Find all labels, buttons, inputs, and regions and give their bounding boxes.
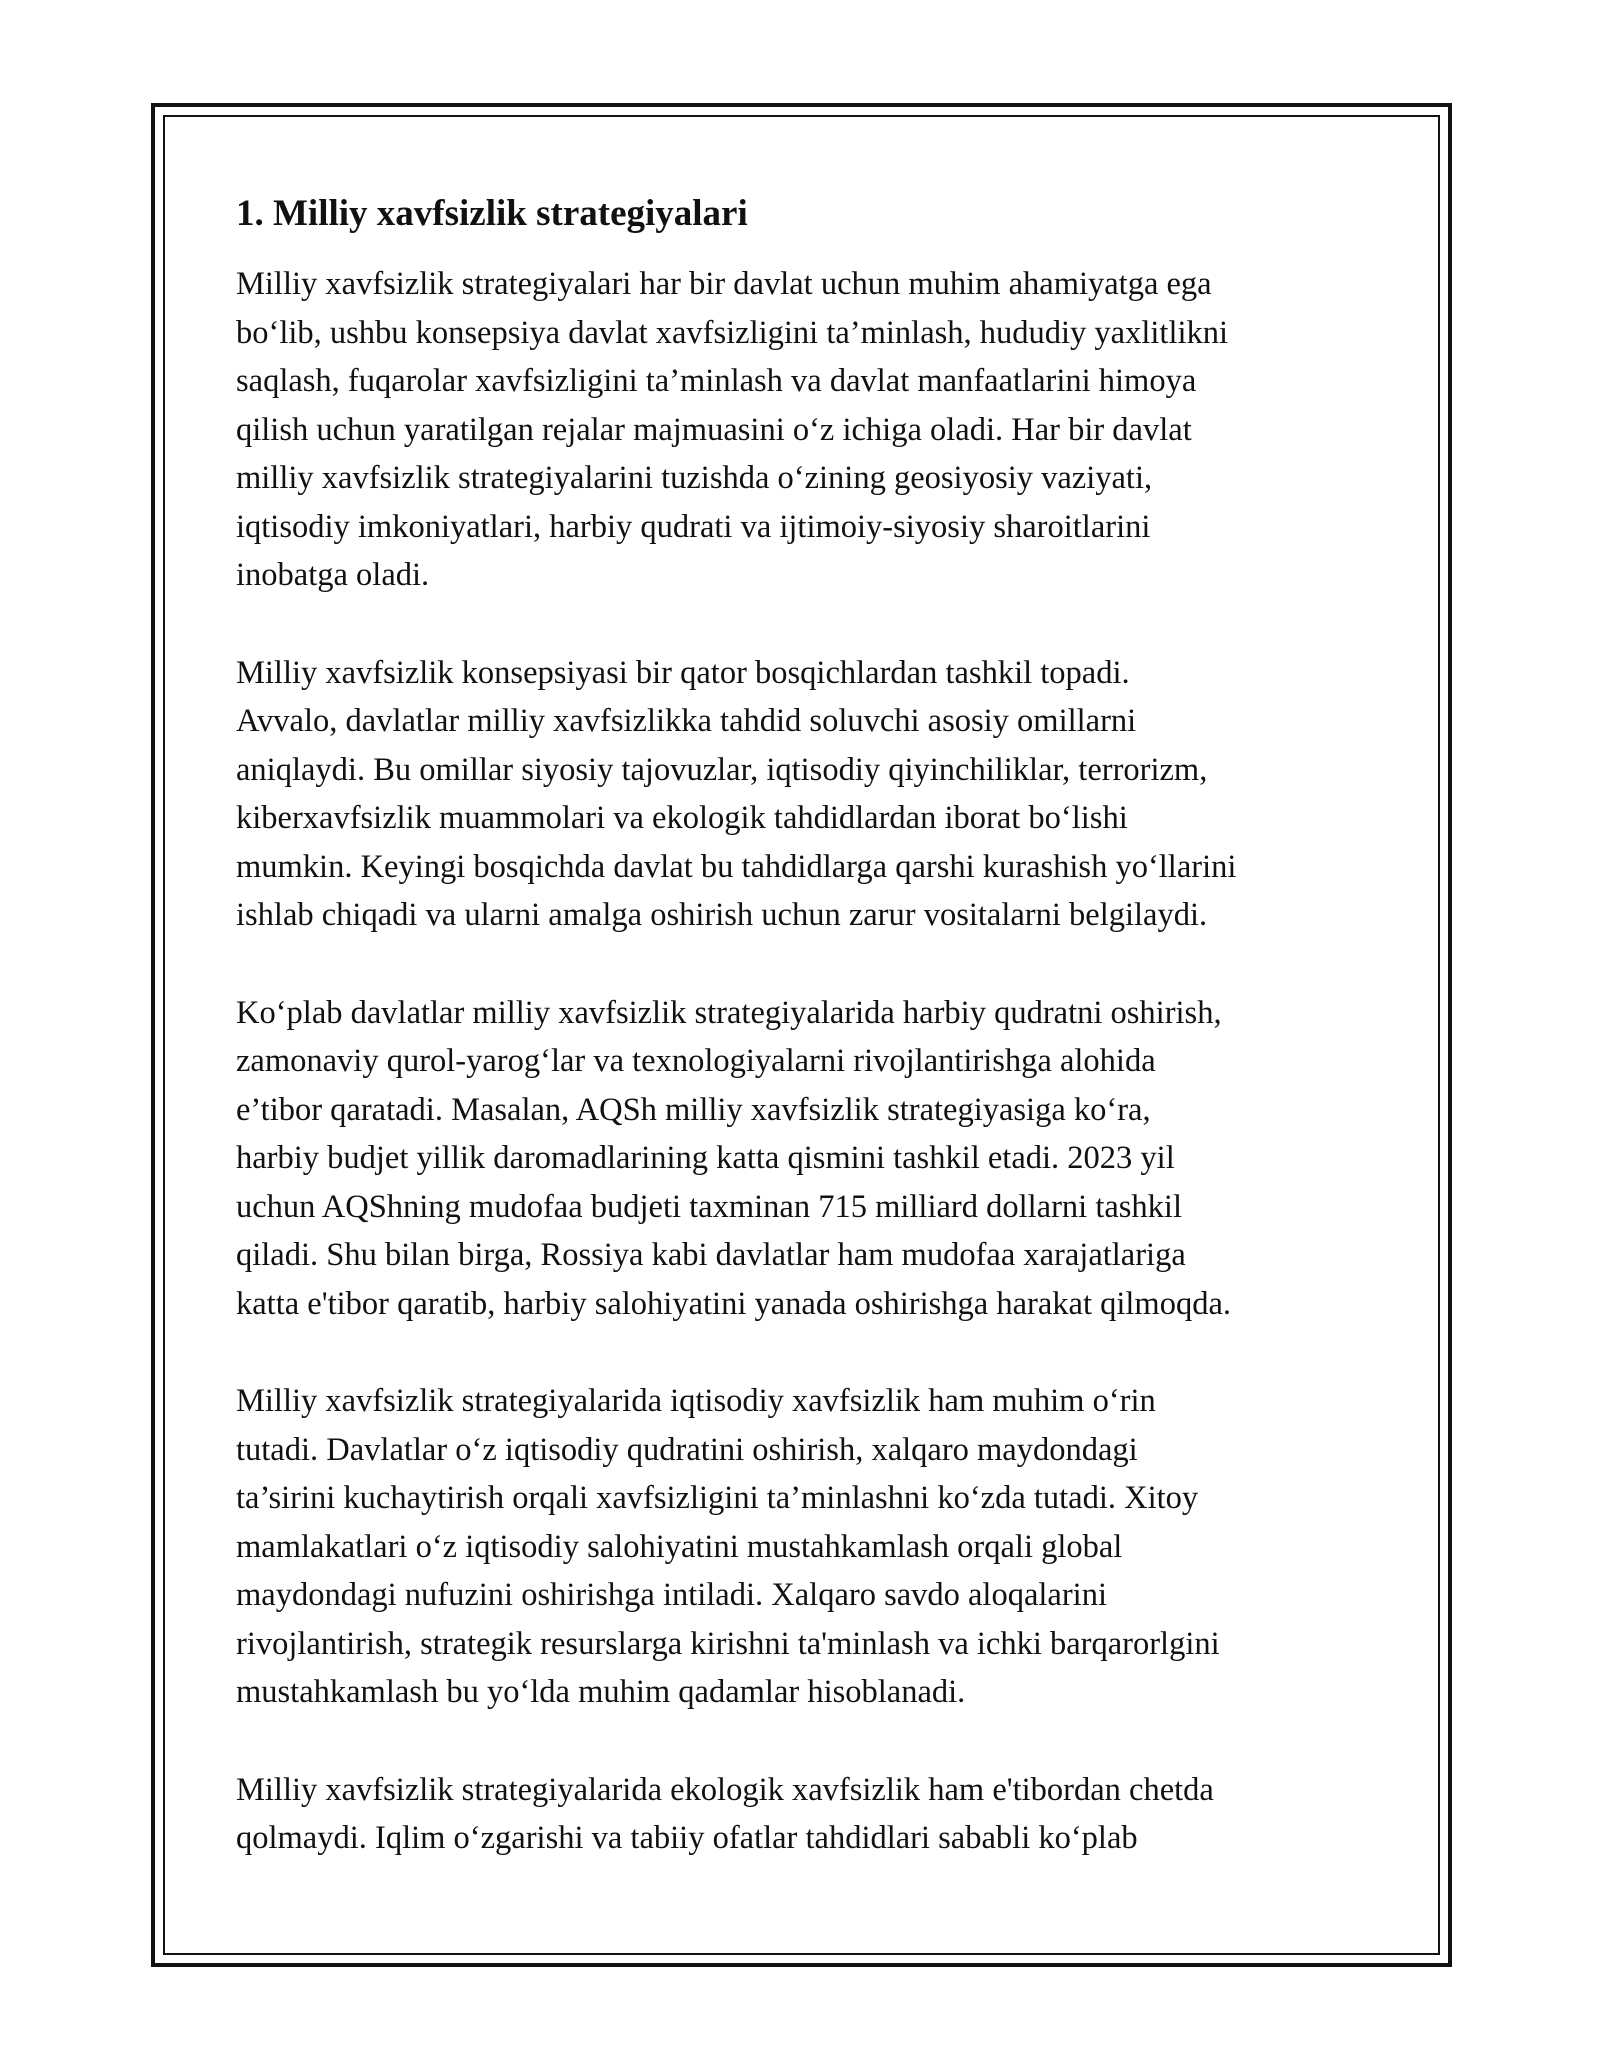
text-line: qolmaydi. Iqlim o‘zgarishi va tabiiy ofatlar tahdidlari sababli ko‘plab	[236, 1820, 1138, 1856]
text-line: qiladi. Shu bilan birga, Rossiya kabi davlatlar ham mudofaa xarajatlariga	[236, 1237, 1186, 1273]
paragraph	[236, 649, 1376, 940]
document-body	[236, 190, 1376, 1912]
text-line: Ko‘plab davlatlar milliy xavfsizlik strategiyalarida harbiy qudratni oshirish,	[236, 994, 1222, 1031]
section-heading: 1. Milliy xavfsizlik strategiyalari	[236, 193, 748, 234]
paragraphs-container	[236, 260, 1376, 1863]
text-line: iqtisodiy imkoniyatlari, harbiy qudrati va ijtimoiy-siyosiy sharoitlarini	[236, 508, 1151, 545]
text-line: tutadi. Davlatlar o‘z iqtisodiy qudratini oshirish, xalqaro maydondagi	[236, 1431, 1138, 1468]
text-line: mumkin. Keyingi bosqichda davlat bu tahdidlarga qarshi kurashish yo‘llarini	[236, 848, 1237, 885]
text-line: uchun AQShning mudofaa budjeti taxminan 715 milliard dollarni tashkil	[236, 1188, 1182, 1225]
text-line: Avvalo, davlatlar milliy xavfsizlikka tahdid soluvchi asosiy omillarni	[236, 703, 1137, 739]
text-line: e’tibor qaratadi. Masalan, AQSh milliy xavfsizlik strategiyasiga ko‘ra,	[236, 1091, 1151, 1128]
text-line: Milliy xavfsizlik konsepsiyasi bir qator bosqichlardan tashkil topadi.	[236, 654, 1130, 691]
text-line: Milliy xavfsizlik strategiyalarida ekologik xavfsizlik ham e'tibordan chetda	[236, 1771, 1214, 1808]
text-line: harbiy budjet yillik daromadlarining katta qismini tashkil etadi. 2023 yil	[236, 1140, 1175, 1176]
paragraph	[236, 1377, 1376, 1717]
text-line: bo‘lib, ushbu konsepsiya davlat xavfsizligini ta’minlash, hududiy yaxlitlikni	[236, 314, 1229, 351]
text-line: ishlab chiqadi va ularni amalga oshirish uchun zarur vositalarni belgilaydi.	[236, 897, 1208, 933]
text-line: maydondagi nufuzini oshirishga intiladi. Xalqaro savdo aloqalarini	[236, 1577, 1107, 1613]
text-line: rivojlantirish, strategik resurslarga kirishni ta'minlash va ichki barqarorlgini	[236, 1625, 1220, 1662]
text-line: aniqlaydi. Bu omillar siyosiy tajovuzlar, iqtisodiy qiyinchiliklar, terrorizm,	[236, 751, 1208, 788]
text-line: saqlash, fuqarolar xavfsizligini ta’minlash va davlat manfaatlarini himoya	[236, 363, 1197, 399]
text-line: mamlakatlari o‘z iqtisodiy salohiyatini mustahkamlash orqali global	[236, 1528, 1123, 1565]
text-line: kiberxavfsizlik muammolari va ekologik tahdidlardan iborat bo‘lishi	[236, 800, 1128, 836]
paragraph	[236, 989, 1376, 1329]
text-line: milliy xavfsizlik strategiyalarini tuzishda o‘zining geosiyosiy vaziyati,	[236, 460, 1153, 496]
text-line: zamonaviy qurol-yarog‘lar va texnologiyalarni rivojlantirishga alohida	[236, 1043, 1156, 1079]
text-line: qilish uchun yaratilgan rejalar majmuasini o‘z ichiga oladi. Har bir davlat	[236, 411, 1192, 448]
text-line: mustahkamlash bu yo‘lda muhim qadamlar hisoblanadi.	[236, 1674, 966, 1710]
text-line: katta e'tibor qaratib, harbiy salohiyatini yanada oshirishga harakat qilmoqda.	[236, 1285, 1231, 1322]
text-line: Milliy xavfsizlik strategiyalarida iqtisodiy xavfsizlik ham muhim o‘rin	[236, 1383, 1156, 1419]
paragraph	[236, 260, 1376, 600]
paragraph	[236, 1766, 1376, 1863]
text-line: Milliy xavfsizlik strategiyalari har bir davlat uchun muhim ahamiyatga ega	[236, 266, 1212, 302]
text-line: ta’sirini kuchaytirish orqali xavfsizligini ta’minlashni ko‘zda tutadi. Xitoy	[236, 1480, 1199, 1516]
text-line: inobatga oladi.	[236, 557, 430, 593]
